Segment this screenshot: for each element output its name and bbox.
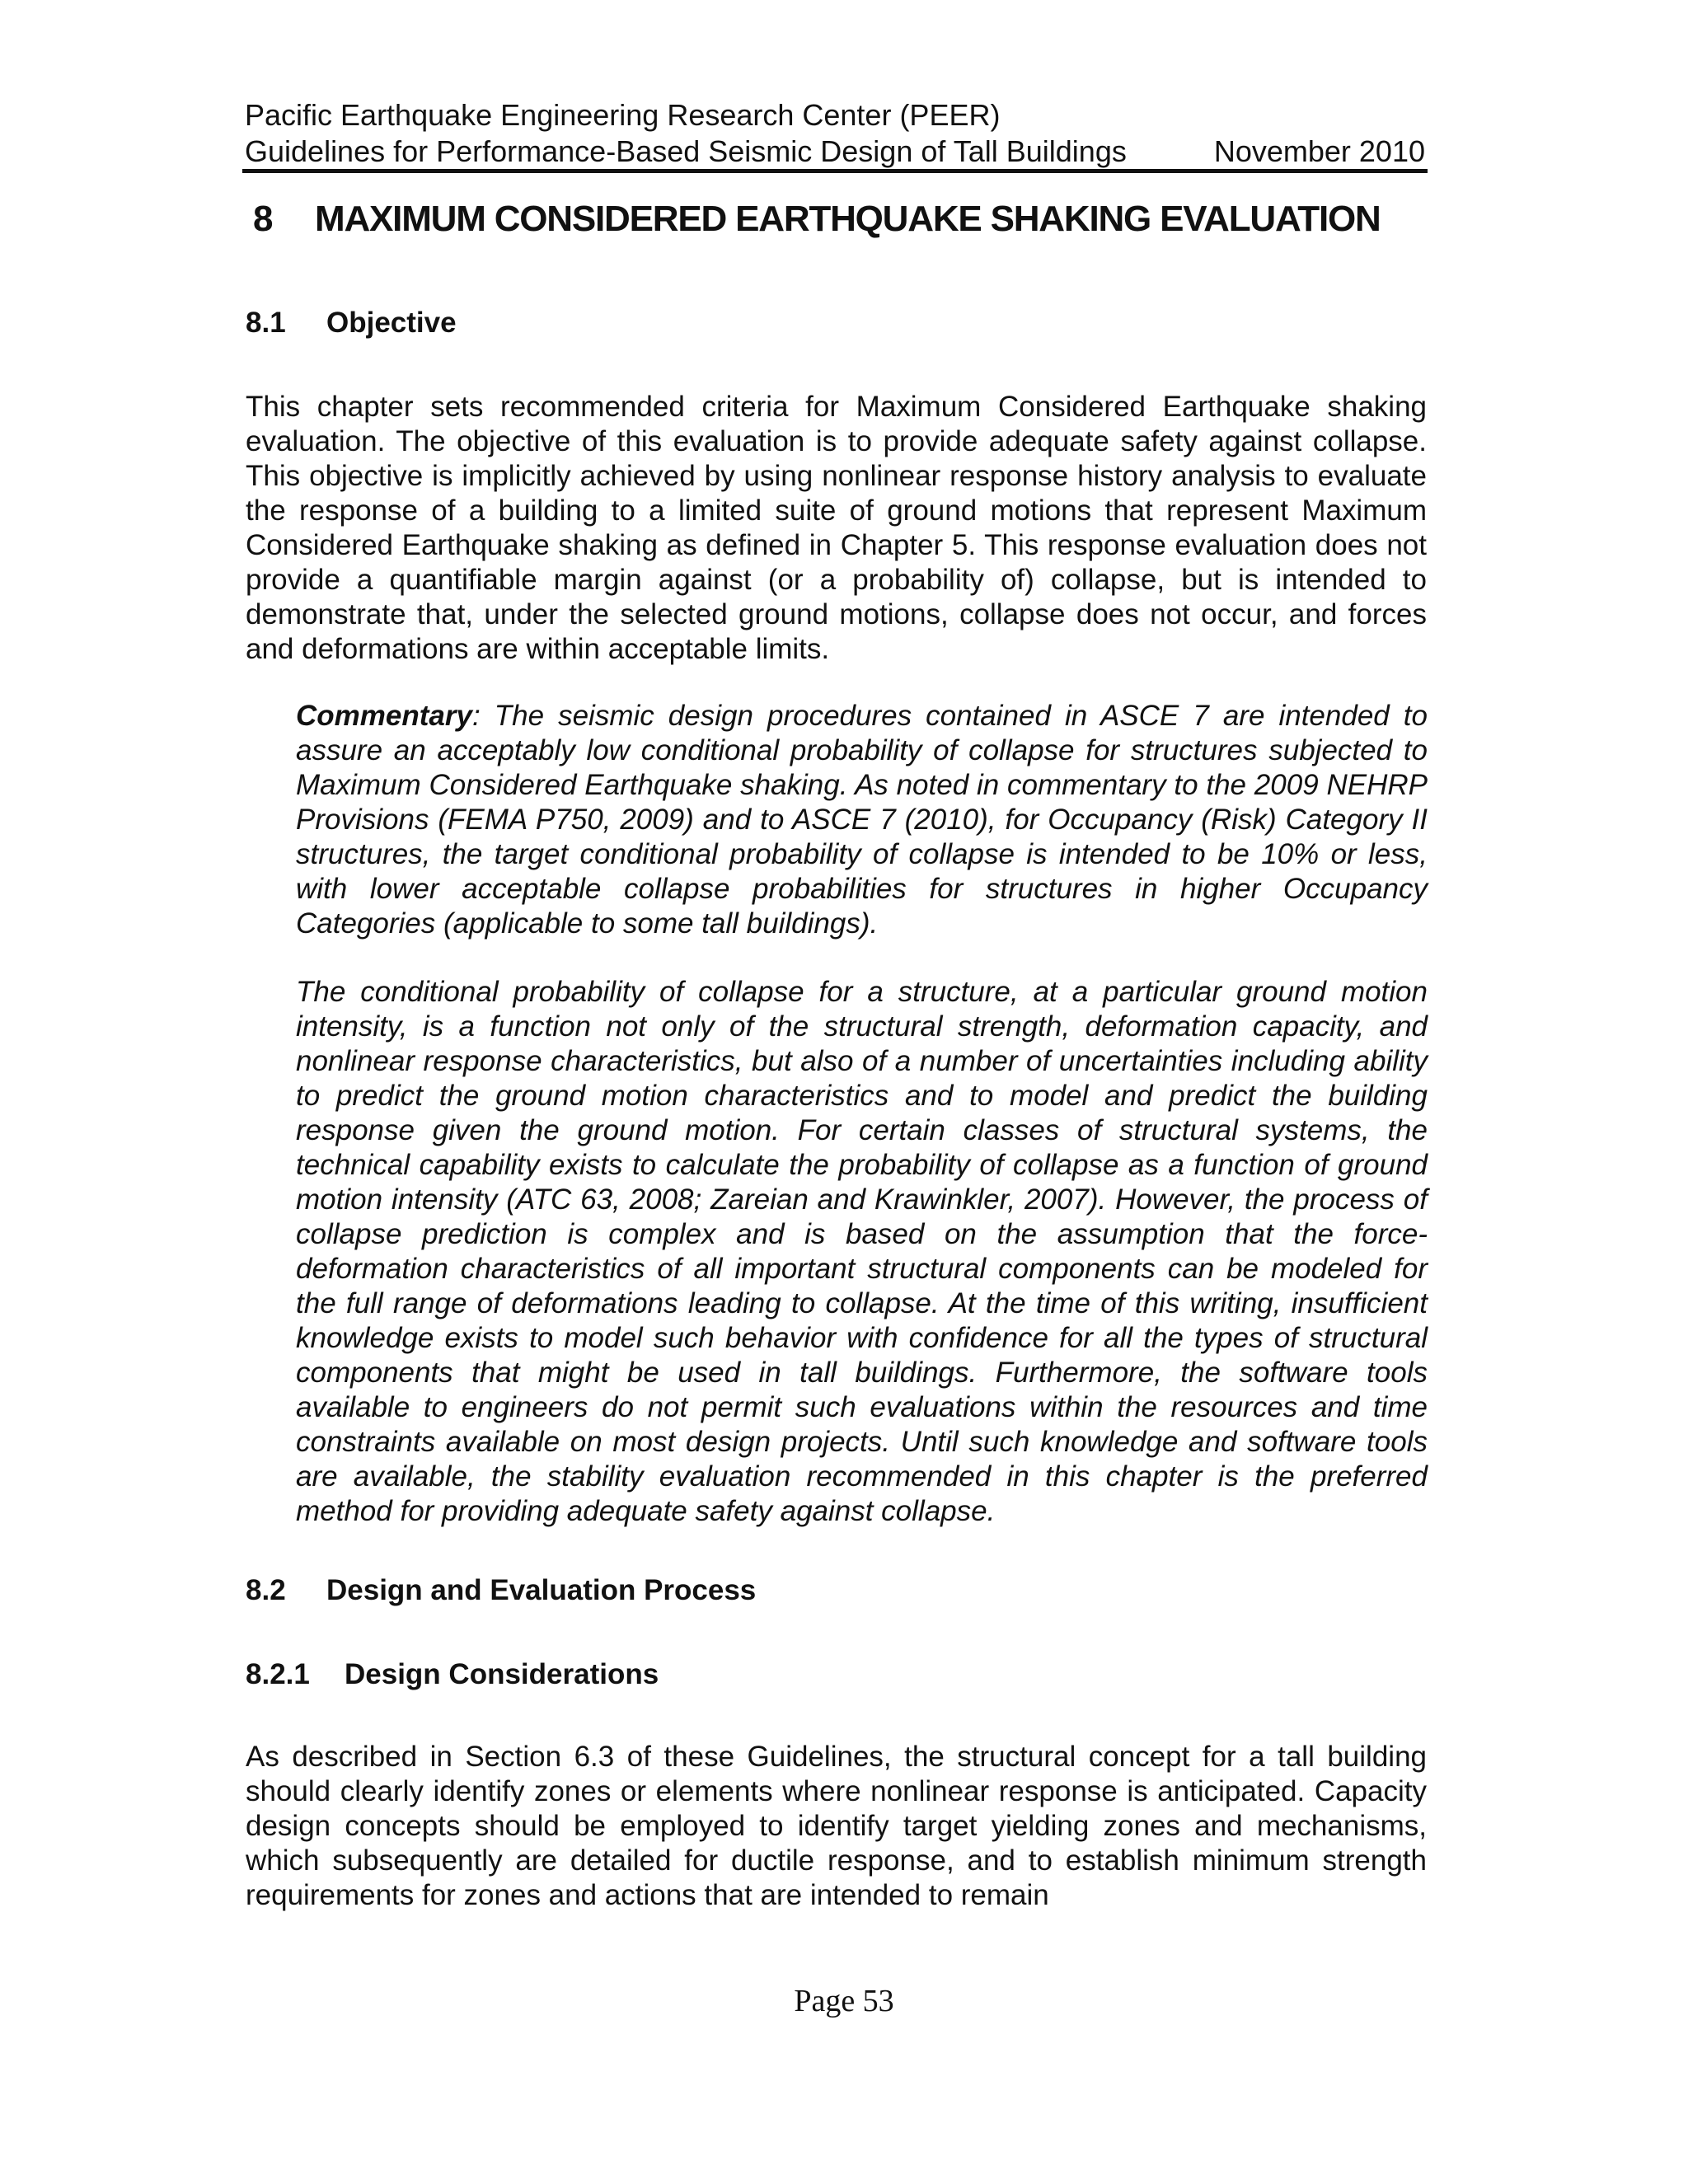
section-8-2-heading <box>246 1572 756 1609</box>
header-divider <box>242 169 1428 173</box>
section-8-1-heading <box>246 305 457 341</box>
header-document-title: Guidelines for Performance-Based Seismic Design of Tall Buildings <box>245 134 1127 168</box>
section-8-2-number: 8.2 <box>246 1574 286 1606</box>
section-8-2-1-title: Design Considerations <box>345 1658 659 1690</box>
header-line-2 <box>245 134 1425 170</box>
commentary-block-2: The conditional probability of collapse for a structure, at a particular ground motion intensity, is a function not only of the structural strength, deformation capacity, and nonlinear response characteristics, but also of a number of uncertainties including ability to predict the ground motion characteristics and to model and predict the building response given the ground motion. For certain classes of structural systems, the technical capability exists to calculate the probability of collapse as a function of ground motion intensity (ATC 63, 2008; Zareian and Krawinkler, 2007). However, the process of collapse prediction is complex and is based on the assumption that the force-deformation characteristics of all important structural components can be modeled for the full range of deformations leading to collapse. At the time of this writing, insufficient knowledge exists to model such behavior with confidence for all the types of structural components that might be used in tall buildings. Furthermore, the software tools available to engineers do not permit such evaluations within the resources and time constraints available on most design projects. Until such knowledge and software tools are available, the stability evaluation recommended in this chapter is the preferred method for providing adequate safety against collapse. <box>296 976 1428 1527</box>
section-8-1-title: Objective <box>326 307 457 339</box>
chapter-heading <box>253 194 1440 244</box>
section-8-2-1-heading <box>246 1657 659 1693</box>
page-number: Page 53 <box>794 1984 894 2018</box>
running-header <box>245 97 1425 170</box>
section-8-2-title: Design and Evaluation Process <box>326 1574 757 1606</box>
chapter-number: 8 <box>253 199 273 239</box>
commentary-block-1 <box>296 699 1428 941</box>
section-8-2-1-number: 8.2.1 <box>246 1658 310 1690</box>
chapter-title: MAXIMUM CONSIDERED EARTHQUAKE SHAKING EVALUATION <box>315 199 1381 239</box>
commentary-text-1: : The seismic design procedures contained in ASCE 7 are intended to assure an acceptably low conditional probability of collapse for structures subjected to Maximum Considered Earthquake shaking. As noted in commentary to the 2009 NEHRP Provisions (FEMA P750, 2009) and to ASCE 7 (2010), for Occupancy (Risk) Category II structures, the target conditional probability of collapse is intended to be 10% or less, with lower acceptable collapse probabilities for structures in higher Occupancy Categories (applicable to some tall buildings). <box>296 700 1428 940</box>
commentary-label: Commentary <box>296 700 472 732</box>
header-organization: Pacific Earthquake Engineering Research Center (PEER) <box>245 98 1001 132</box>
section-8-1-number: 8.1 <box>246 307 286 339</box>
header-date: November 2010 <box>1213 134 1425 168</box>
section-8-1-paragraph: This chapter sets recommended criteria for Maximum Considered Earthquake shaking evaluation. The objective of this evaluation is to provide adequate safety against collapse. This objective is implicitly achieved by using nonlinear response history analysis to evaluate the response of a building to a limited suite of ground motions that represent Maximum Considered Earthquake shaking as defined in Chapter 5. This response evaluation does not provide a quantifiable margin against (or a probability of) collapse, but is intended to demonstrate that, under the selected ground motions, collapse does not occur, and forces and deformations are within acceptable limits. <box>246 391 1427 665</box>
section-8-2-1-paragraph: As described in Section 6.3 of these Guidelines, the structural concept for a tall building should clearly identify zones or elements where nonlinear response is anticipated. Capacity design concepts should be employed to identify target yielding zones and mechanisms, which subsequently are detailed for ductile response, and to establish minimum strength requirements for zones and actions that are intended to remain <box>246 1741 1427 1911</box>
